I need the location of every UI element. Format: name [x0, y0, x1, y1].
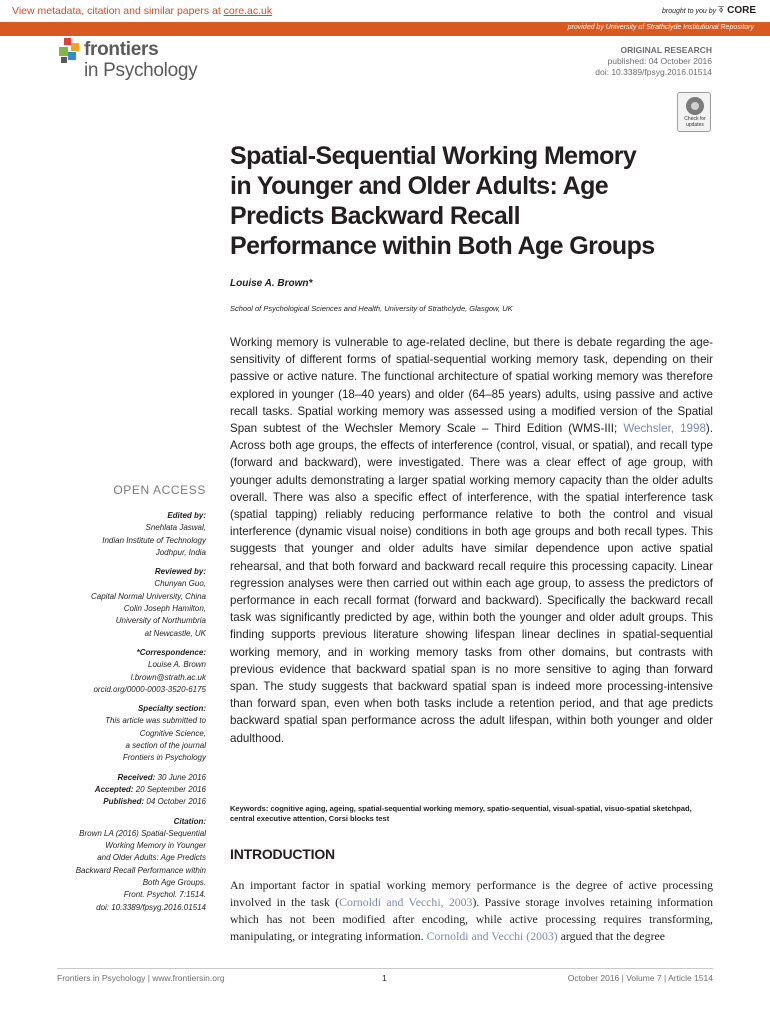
footer-divider: [57, 968, 713, 969]
title-line: Performance within Both Age Groups: [230, 232, 655, 260]
frontiers-logo-icon: [57, 38, 83, 68]
reviewer-line: Chunyan Guo,: [154, 579, 206, 589]
updates-text: [678, 116, 712, 128]
specialty-line: This article was submitted to: [105, 716, 206, 726]
citation-label: Citation:: [173, 816, 206, 826]
keywords-label: Keywords:: [230, 804, 269, 813]
published-label: Published:: [103, 797, 145, 807]
citation-doi[interactable]: doi: 10.3389/fpsyg.2016.01514: [96, 902, 206, 912]
journal-name-line2: in Psychology: [84, 60, 198, 81]
abstract: [230, 334, 713, 747]
published-date: [46, 796, 206, 808]
keywords-text: cognitive aging, ageing, spatial-sequential working memory, spatio-sequential, visual-spatial, visuo-spatial sketchpad, central executive attention, Corsi blocks test: [230, 804, 692, 823]
updates-line1: Check for: [684, 116, 706, 122]
abstract-text-2: ). Across both age groups, the effects of interference (control, visual, or spatial), and recall type (forward and backward), were investigated. There was a clear effect of age group, with younger adults demonstrating a larger spatial working memory capacity than the older adults overall. There was also a specific effect of interference, with the spatial interference task (spatial tapping) reliably reducing performance relative to both the control and visual interference (dynamic visual noise) conditions in both age groups and both recall types. This suggests that younger and older adults have similar dependence upon active spatial rehearsal, and that both forward and backward recall require this processing capacity. Linear regression analyses were then carried out within each age group, to assess the predictors of performance in each recall format (forward and backward). Specifically the backward recall task was significantly predicted by age, within both the younger and older adult groups. This finding supports previous literature showing lifespan linear declines in spatial-sequential working memory, and in working memory tasks from other domains, but contrasts with previous evidence that backward spatial span is no more sensitive to aging than forward span. The study suggests that backward spatial span is indeed more processing-intensive than forward span, even when both tasks include a retention period, and that age predicts backward spatial span performance across the adult lifespan, within both younger and older adulthood.: [230, 422, 713, 745]
citation-link[interactable]: Cornoldi and Vecchi (2003): [426, 929, 558, 943]
citation-line: and Older Adults: Age Predicts: [97, 853, 206, 863]
core-provider-strip: [0, 22, 770, 36]
correspondence-name: Louise A. Brown: [148, 660, 206, 670]
editor-line: Jodhpur, India: [155, 547, 206, 557]
open-access-label: OPEN ACCESS: [113, 483, 206, 497]
reviewer-line: at Newcastle, UK: [144, 628, 206, 638]
core-brought-text: brought to you by: [662, 8, 717, 15]
editor-line: Snehlata Jaswal,: [145, 523, 206, 533]
correspondence-email[interactable]: l.brown@strath.ac.uk: [130, 672, 206, 682]
received-value: 30 June 2016: [157, 772, 206, 782]
article-title: [230, 141, 710, 261]
title-line: Predicts Backward Recall: [230, 202, 520, 230]
article-meta: [595, 45, 712, 78]
intro-text-2: ). Passive storage involves retaining information which has not been modified after encoding, while active processing requires transforming, manipulating, or integrating information.: [230, 895, 713, 943]
journal-name-line1: frontiers: [84, 39, 159, 60]
journal-logo[interactable]: [57, 38, 217, 82]
reviewer-line: Colin Joseph Hamilton,: [123, 604, 206, 614]
intro-text-3: argued that the degree: [557, 929, 665, 943]
citation-line: Backward Recall Performance within: [75, 865, 206, 875]
specialty-label: Specialty section:: [137, 704, 206, 714]
core-logo-label: CORE: [727, 5, 756, 16]
spacer: [46, 765, 206, 772]
specialty-line: Frontiers in Psychology: [122, 753, 206, 763]
title-line: Spatial-Sequential Working Memory: [230, 142, 637, 170]
specialty-line: a section of the journal: [125, 741, 206, 751]
reviewer-line: University of Northumbria: [115, 616, 206, 626]
citation-line: Working Memory in Younger: [105, 841, 206, 851]
article-type: ORIGINAL RESEARCH: [620, 45, 712, 55]
received-date: [46, 772, 206, 784]
check-for-updates-badge[interactable]: [677, 92, 711, 132]
updates-icon: [686, 97, 704, 115]
core-logo-icon: ⍕: [718, 5, 725, 16]
core-provider-text: provided by University of Strathclyde Institutional Repository: [567, 24, 754, 31]
spacer: [46, 559, 206, 566]
spacer: [46, 640, 206, 647]
author-affiliation: School of Psychological Sciences and Health, University of Strathclyde, Glasgow, UK: [230, 304, 513, 313]
published-value: 04 October 2016: [146, 797, 206, 807]
core-metadata-link[interactable]: [12, 5, 272, 17]
spacer: [46, 696, 206, 703]
article-doi[interactable]: doi: 10.3389/fpsyg.2016.01514: [595, 67, 712, 77]
introduction-text: [230, 877, 713, 945]
reviewed-by-label: Reviewed by:: [154, 567, 206, 577]
edited-by-label: Edited by:: [167, 511, 206, 520]
specialty-line: Cognitive Science,: [139, 728, 206, 738]
article-published: published: 04 October 2016: [607, 56, 712, 66]
footer-journal[interactable]: Frontiers in Psychology | www.frontiersin.org: [57, 973, 225, 983]
citation-link[interactable]: Cornoldi and Vecchi, 2003: [339, 895, 473, 909]
accepted-label: Accepted:: [94, 784, 134, 794]
accepted-value: 20 September 2016: [135, 784, 206, 794]
abstract-text-1: Working memory is vulnerable to age-related decline, but there is debate regarding the age-sensitivity of different forms of spatial-sequential working memory task, depending on their passive or active nature. The functional architecture of spatial working memory was therefore explored in younger (18–40 years) and older (64–85 years) adults, using passive and active recall tasks. Spatial working memory was assessed using a modified version of the Spatial Span subtest of the Wechsler Memory Scale – Third Edition (WMS-III;: [230, 336, 713, 436]
citation-line: Brown LA (2016) Spatial-Sequential: [79, 828, 206, 838]
citation-line: Both Age Groups.: [142, 878, 206, 888]
article-sidebar: [46, 510, 206, 914]
footer-page-number: 1: [382, 973, 387, 983]
editor-line: Indian Institute of Technology: [102, 535, 206, 545]
core-link-prefix: View metadata, citation and similar papers at: [12, 5, 224, 17]
intro-text-1: An important factor in spatial working memory performance is the degree of active processing involved in the task (: [230, 878, 713, 909]
section-heading-introduction: INTRODUCTION: [230, 846, 335, 862]
correspondence-label: *Correspondence:: [136, 647, 206, 657]
core-banner: [0, 0, 770, 22]
core-brought-by[interactable]: [662, 5, 756, 16]
updates-line2: updates: [686, 122, 704, 128]
author-name[interactable]: Louise A. Brown*: [230, 278, 313, 289]
received-label: Received:: [117, 772, 156, 782]
title-line: in Younger and Older Adults: Age: [230, 172, 609, 200]
citation-link[interactable]: Wechsler, 1998: [623, 422, 706, 436]
core-link-anchor[interactable]: core.ac.uk: [223, 5, 273, 17]
accepted-date: [46, 784, 206, 796]
keywords: [230, 804, 713, 824]
reviewer-line: Capital Normal University, China: [91, 591, 206, 601]
footer-issue-info: October 2016 | Volume 7 | Article 1514: [567, 973, 713, 983]
citation-line: Front. Psychol. 7:1514.: [123, 890, 206, 900]
spacer: [46, 809, 206, 816]
correspondence-orcid[interactable]: orcid.org/0000-0003-3520-6175: [93, 684, 206, 694]
